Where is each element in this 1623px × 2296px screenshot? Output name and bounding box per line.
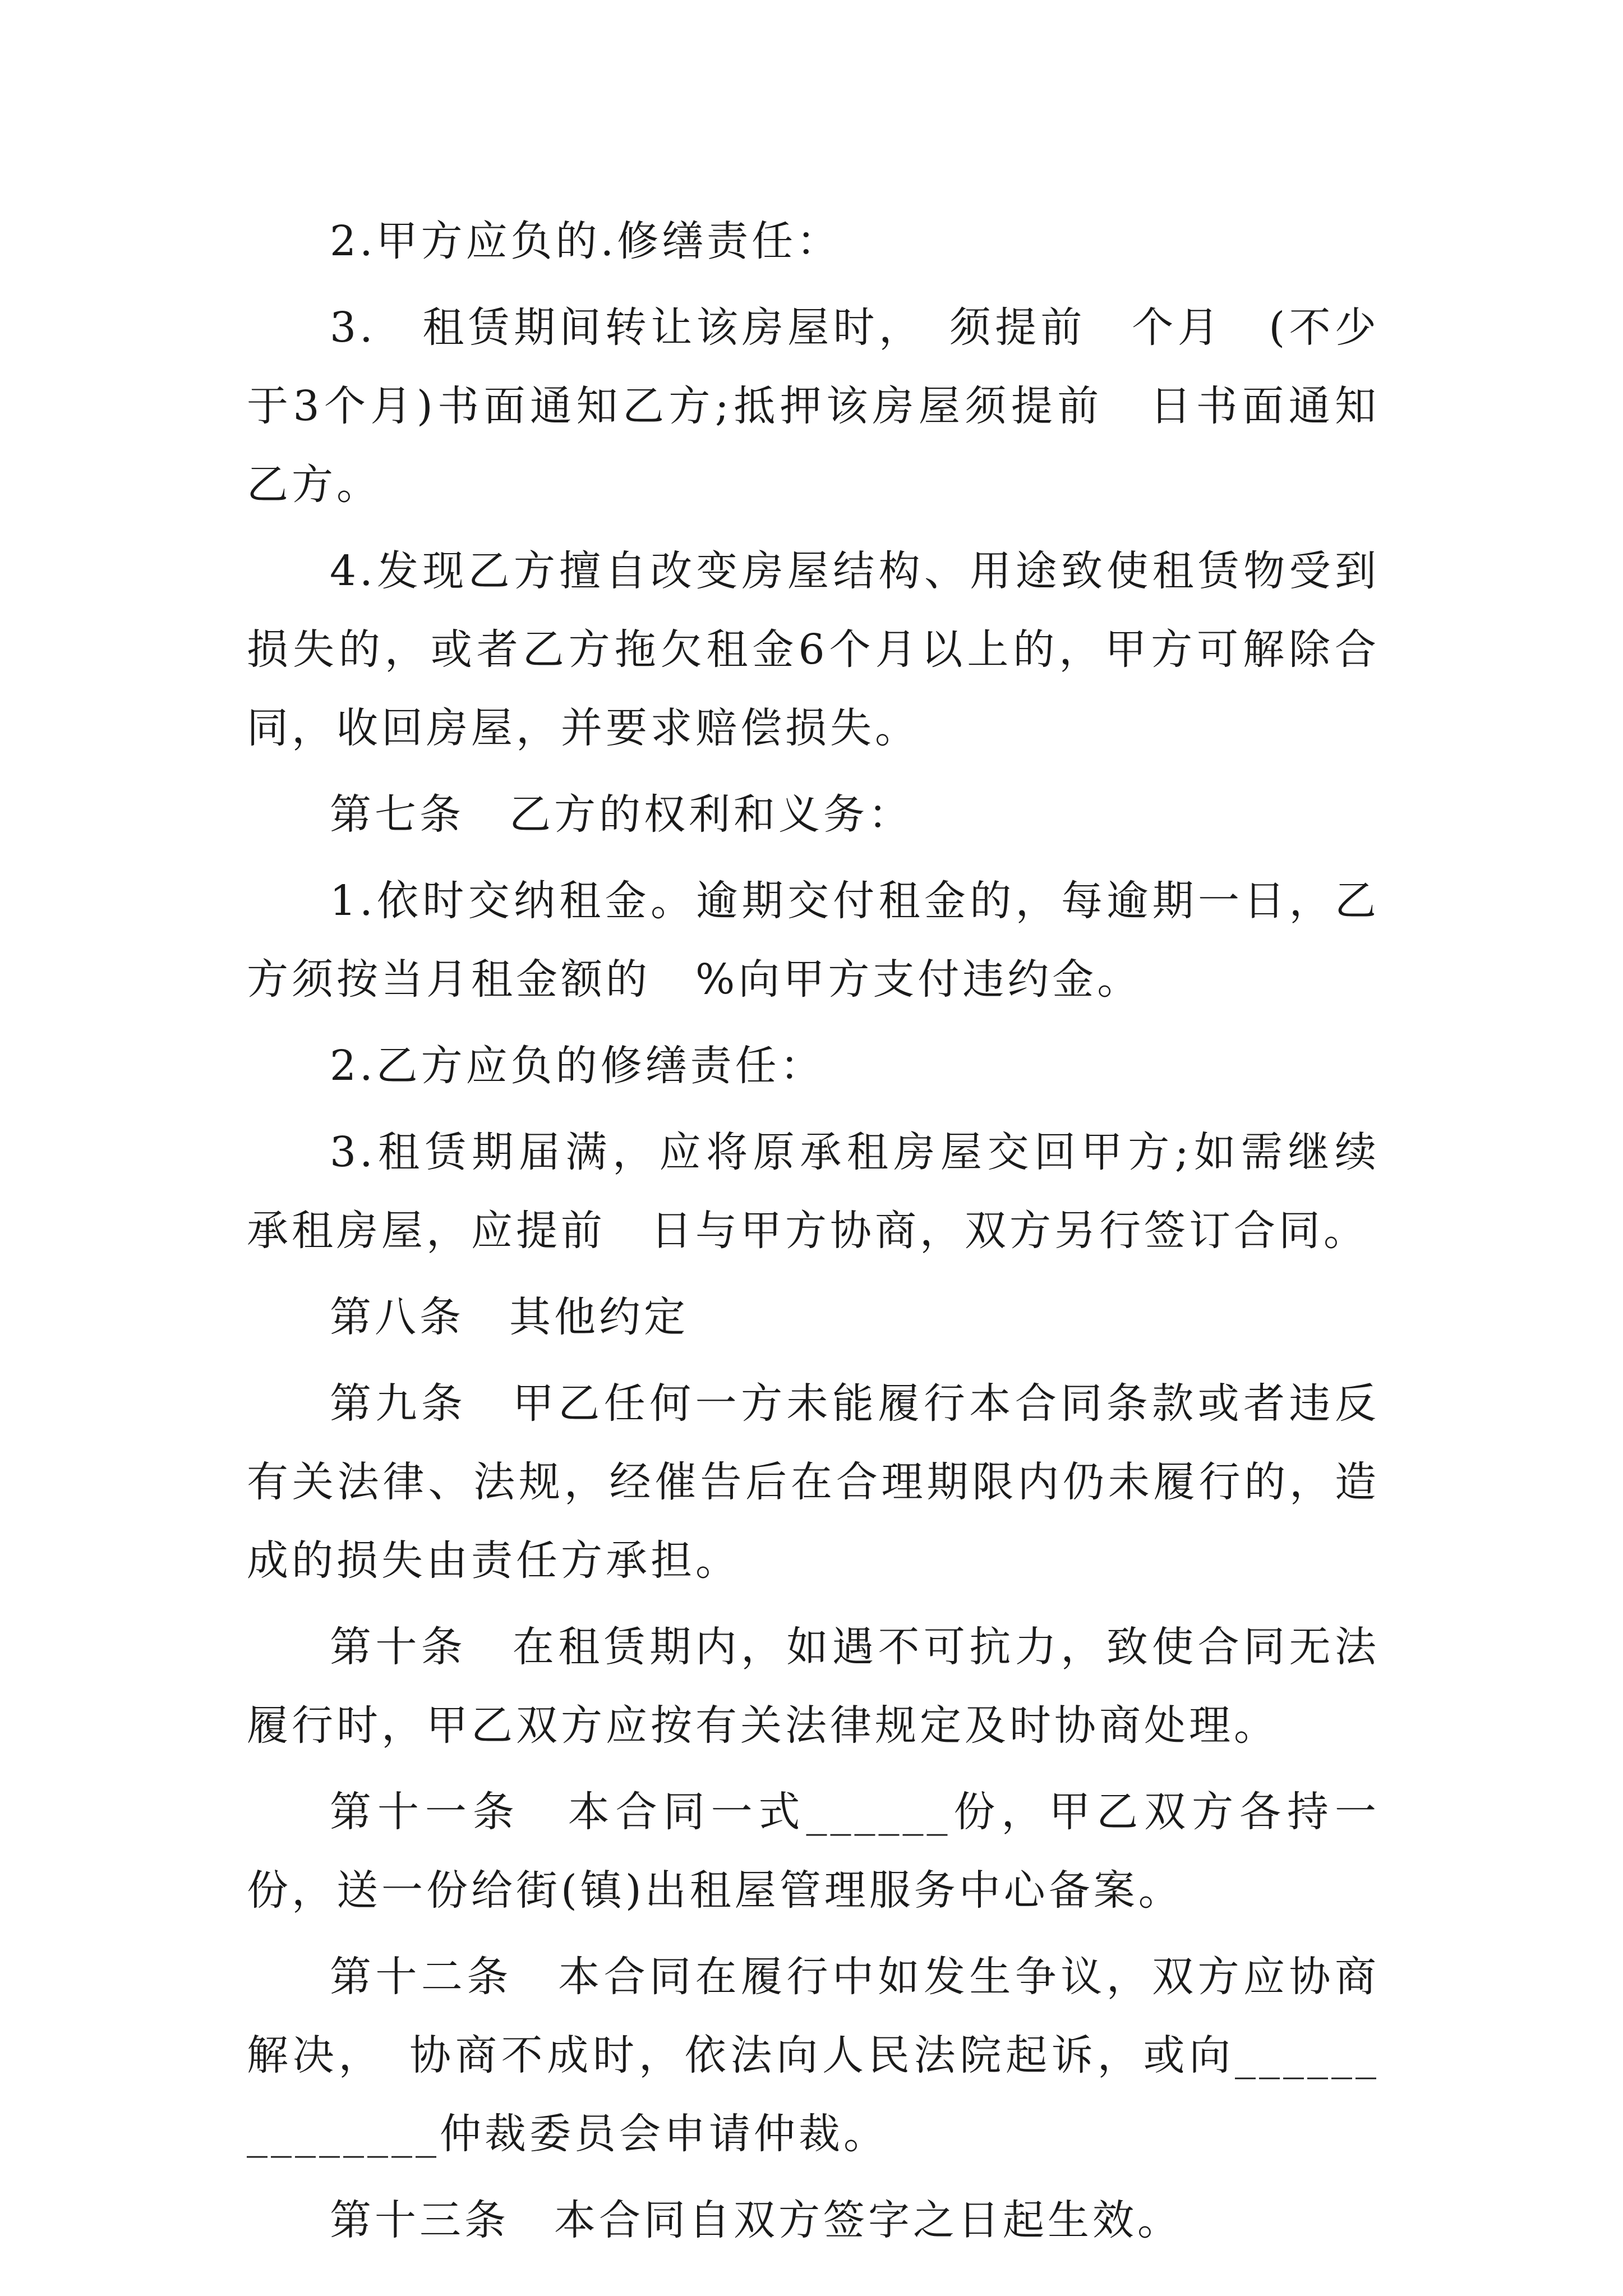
paragraph-tenant-repair: 2.乙方应负的修缮责任： [330, 1042, 825, 1090]
article-thirteen: 第十三条 本合同自双方签字之日起生效。 [330, 2196, 1182, 2244]
paragraph-termination: 4.发现乙方擅自改变房屋结构、用途致使租赁物受到损失的，或者乙方拖欠租金6个月以上的，甲方可解除合同，收回房屋，并要求赔偿损失。 [247, 547, 1380, 752]
paragraph-lease-expiry: 3.租赁期届满，应将原承租房屋交回甲方;如需继续承租房屋，应提前 日与甲方协商，双方另行签订合同。 [247, 1128, 1380, 1255]
paragraph-landlord-repair: 2.甲方应负的.修缮责任： [330, 217, 842, 265]
article-seven-heading: 第七条 乙方的权利和义务： [330, 790, 913, 839]
article-nine: 第九条 甲乙任何一方未能履行本合同条款或者违反有关法律、法规，经催告后在合理期限内仍未履行的，造成的损失由责任方承担。 [247, 1379, 1380, 1585]
article-ten: 第十条 在租赁期内，如遇不可抗力，致使合同无法履行时，甲乙双方应按有关法律规定及时协商处理。 [247, 1623, 1380, 1750]
document-body [247, 202, 1380, 2267]
article-twelve: 第十二条 本合同在履行中如发生争议，双方应协商解决， 协商不成时，依法向人民法院起诉，或向______________仲裁委员会申请仲裁。 [247, 1953, 1380, 2158]
paragraph-transfer-notice: 3. 租赁期间转让该房屋时， 须提前 个月 (不少于3个月)书面通知乙方;抵押该房屋须提前 日书面通知乙方。 [247, 303, 1380, 509]
article-eight-heading: 第八条 其他约定 [330, 1293, 689, 1341]
article-eleven: 第十一条 本合同一式______份，甲乙双方各持一份，送一份给街(镇)出租屋管理服务中心备案。 [247, 1788, 1380, 1915]
paragraph-rent-payment: 1.依时交纳租金。逾期交付租金的，每逾期一日，乙方须按当月租金额的 %向甲方支付违约金。 [247, 877, 1380, 1004]
